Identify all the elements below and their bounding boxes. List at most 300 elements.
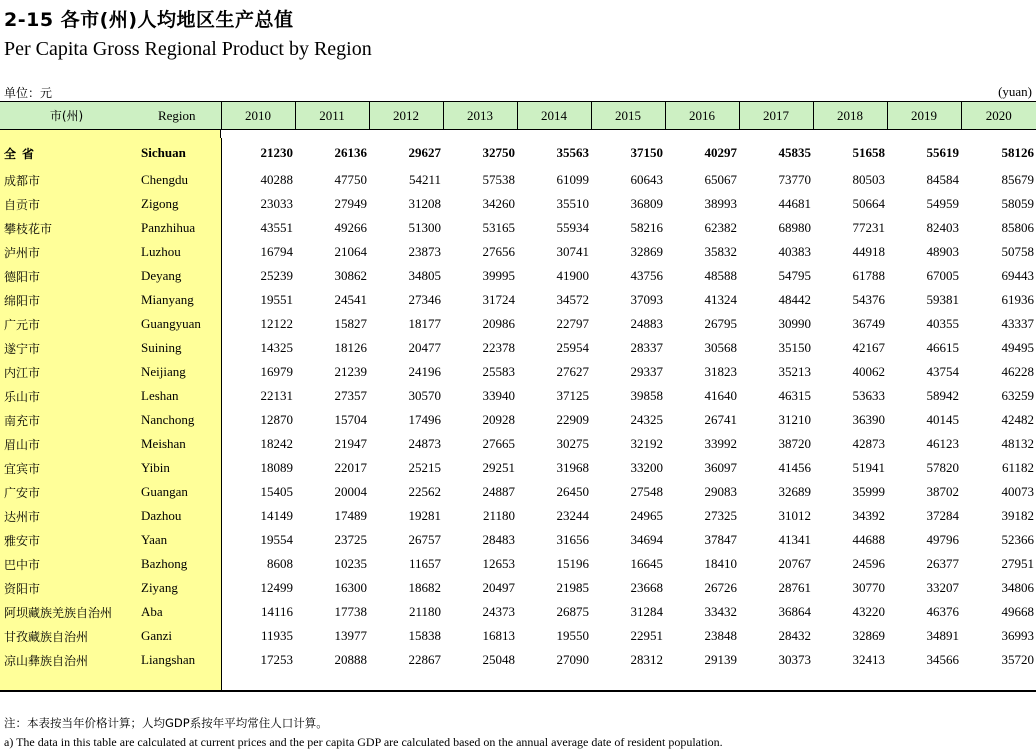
value-cell: 37847	[704, 532, 737, 547]
value-cell: 15196	[556, 556, 589, 571]
region-name-en: Ziyang	[133, 576, 221, 600]
value-cell: 21947	[334, 436, 367, 451]
value-cell: 48132	[1001, 436, 1034, 451]
value-cell: 35510	[556, 196, 589, 211]
value-cell: 24196	[408, 364, 441, 379]
value-cell: 26136	[334, 145, 367, 160]
city-name-cn: 广元市	[0, 312, 133, 336]
city-name-cn: 攀枝花市	[0, 216, 133, 240]
table-row	[0, 432, 1036, 456]
value-cell: 58216	[630, 220, 663, 235]
table-title-cn: 2-15 各市(州)人均地区生产总值	[4, 9, 294, 31]
region-name-en: Aba	[133, 600, 221, 624]
table-row	[0, 264, 1036, 288]
value-cell: 13977	[334, 628, 367, 643]
value-cell: 15827	[334, 316, 367, 331]
table-row	[0, 336, 1036, 360]
table-title-en: Per Capita Gross Regional Product by Region	[4, 38, 372, 60]
value-cell: 50758	[1001, 244, 1034, 259]
value-cell: 31210	[778, 412, 811, 427]
value-cell: 28761	[778, 580, 811, 595]
value-cell: 26757	[408, 532, 441, 547]
value-cell: 35150	[778, 340, 811, 355]
city-name-cn: 全省	[0, 138, 133, 168]
empty-cell	[591, 672, 665, 691]
value-cell: 28483	[482, 532, 515, 547]
table-row	[0, 504, 1036, 528]
value-cell: 61936	[1001, 292, 1034, 307]
region-name-en: Yaan	[133, 528, 221, 552]
table-row	[0, 240, 1036, 264]
value-cell: 26795	[704, 316, 737, 331]
value-cell: 14116	[260, 604, 293, 619]
value-cell: 39858	[630, 388, 663, 403]
value-cell: 43220	[852, 604, 885, 619]
value-cell: 17489	[334, 508, 367, 523]
value-cell: 39182	[1001, 508, 1034, 523]
total-row	[0, 138, 1036, 168]
value-cell: 41341	[778, 532, 811, 547]
region-name-en: Zigong	[133, 192, 221, 216]
region-name-en: Luzhou	[133, 240, 221, 264]
value-cell: 19554	[260, 532, 293, 547]
table-row	[0, 168, 1036, 192]
value-cell: 60643	[630, 172, 663, 187]
value-cell: 29251	[482, 460, 515, 475]
value-cell: 24325	[630, 412, 663, 427]
footnote-en: a) The data in this table are calculated at current prices and the per capita GDP are calculated based on the annual average date of resident population.	[4, 735, 723, 749]
value-cell: 12870	[260, 412, 293, 427]
value-cell: 22562	[408, 484, 441, 499]
value-cell: 26726	[704, 580, 737, 595]
value-cell: 49266	[334, 220, 367, 235]
value-cell: 33200	[630, 460, 663, 475]
value-cell: 32689	[778, 484, 811, 499]
empty-cell	[133, 672, 221, 691]
value-cell: 18126	[334, 340, 367, 355]
city-name-cn: 阿坝藏族羌族自治州	[0, 600, 133, 624]
value-cell: 21230	[260, 145, 293, 160]
value-cell: 40355	[926, 316, 959, 331]
value-cell: 46123	[926, 436, 959, 451]
value-cell: 26450	[556, 484, 589, 499]
empty-cell	[887, 672, 961, 691]
value-cell: 10235	[334, 556, 367, 571]
value-cell: 43756	[630, 268, 663, 283]
city-name-cn: 南充市	[0, 408, 133, 432]
region-name-en: Liangshan	[133, 648, 221, 672]
region-name-en: Suining	[133, 336, 221, 360]
city-name-cn: 眉山市	[0, 432, 133, 456]
table-row	[0, 360, 1036, 384]
value-cell: 18410	[704, 556, 737, 571]
value-cell: 48442	[778, 292, 811, 307]
value-cell: 24873	[408, 436, 441, 451]
spacer-row	[0, 130, 1036, 139]
region-name-en: Deyang	[133, 264, 221, 288]
empty-cell	[961, 672, 1036, 691]
value-cell: 34805	[408, 268, 441, 283]
value-cell: 67005	[926, 268, 959, 283]
empty-cell	[0, 672, 133, 691]
value-cell: 27951	[1001, 556, 1034, 571]
value-cell: 24887	[482, 484, 515, 499]
value-cell: 32869	[852, 628, 885, 643]
value-cell: 31968	[556, 460, 589, 475]
value-cell: 16300	[334, 580, 367, 595]
value-cell: 40073	[1001, 484, 1034, 499]
header-year: 2013	[443, 102, 517, 130]
value-cell: 8608	[267, 556, 293, 571]
value-cell: 31208	[408, 196, 441, 211]
value-cell: 57538	[482, 172, 515, 187]
value-cell: 48903	[926, 244, 959, 259]
table-row	[0, 408, 1036, 432]
region-name-en: Panzhihua	[133, 216, 221, 240]
value-cell: 84584	[926, 172, 959, 187]
value-cell: 30570	[408, 388, 441, 403]
value-cell: 11935	[260, 628, 293, 643]
value-cell: 24541	[334, 292, 367, 307]
table-row	[0, 528, 1036, 552]
header-year: 2014	[517, 102, 591, 130]
value-cell: 68980	[778, 220, 811, 235]
value-cell: 16979	[260, 364, 293, 379]
value-cell: 22017	[334, 460, 367, 475]
city-name-cn: 内江市	[0, 360, 133, 384]
value-cell: 27090	[556, 652, 589, 667]
value-cell: 34694	[630, 532, 663, 547]
value-cell: 82403	[926, 220, 959, 235]
value-cell: 29627	[408, 145, 441, 160]
value-cell: 42482	[1001, 412, 1034, 427]
value-cell: 35832	[704, 244, 737, 259]
region-name-en: Neijiang	[133, 360, 221, 384]
value-cell: 51941	[852, 460, 885, 475]
value-cell: 24965	[630, 508, 663, 523]
value-cell: 30862	[334, 268, 367, 283]
value-cell: 37150	[630, 145, 663, 160]
region-name-en: Chengdu	[133, 168, 221, 192]
value-cell: 30990	[778, 316, 811, 331]
value-cell: 33207	[926, 580, 959, 595]
value-cell: 48588	[704, 268, 737, 283]
value-cell: 85806	[1001, 220, 1034, 235]
value-cell: 20888	[334, 652, 367, 667]
value-cell: 54795	[778, 268, 811, 283]
value-cell: 22909	[556, 412, 589, 427]
value-cell: 41456	[778, 460, 811, 475]
value-cell: 35213	[778, 364, 811, 379]
region-name-en: Guangyuan	[133, 312, 221, 336]
value-cell: 36864	[778, 604, 811, 619]
value-cell: 23848	[704, 628, 737, 643]
value-cell: 35563	[556, 145, 589, 160]
city-name-cn: 绵阳市	[0, 288, 133, 312]
value-cell: 51300	[408, 220, 441, 235]
empty-cell	[517, 672, 591, 691]
value-cell: 33992	[704, 436, 737, 451]
value-cell: 30741	[556, 244, 589, 259]
value-cell: 28432	[778, 628, 811, 643]
value-cell: 19281	[408, 508, 441, 523]
value-cell: 44688	[852, 532, 885, 547]
value-cell: 30568	[704, 340, 737, 355]
table-row	[0, 624, 1036, 648]
city-name-cn: 雅安市	[0, 528, 133, 552]
city-name-cn: 达州市	[0, 504, 133, 528]
region-name-en: Nanchong	[133, 408, 221, 432]
value-cell: 11657	[408, 556, 441, 571]
value-cell: 30275	[556, 436, 589, 451]
value-cell: 31012	[778, 508, 811, 523]
value-cell: 46615	[926, 340, 959, 355]
value-cell: 18682	[408, 580, 441, 595]
header-year: 2017	[739, 102, 813, 130]
value-cell: 20928	[482, 412, 515, 427]
value-cell: 54376	[852, 292, 885, 307]
value-cell: 36749	[852, 316, 885, 331]
value-cell: 39995	[482, 268, 515, 283]
table-row	[0, 288, 1036, 312]
value-cell: 37093	[630, 292, 663, 307]
header-year: 2020	[961, 102, 1036, 130]
table-row	[0, 312, 1036, 336]
city-name-cn: 德阳市	[0, 264, 133, 288]
value-cell: 32192	[630, 436, 663, 451]
table-row	[0, 480, 1036, 504]
gdp-table	[0, 101, 1036, 692]
header-year: 2019	[887, 102, 961, 130]
footnote-cn: 注：本表按当年价格计算；人均GDP系按年平均常住人口计算。	[4, 716, 328, 730]
city-name-cn: 成都市	[0, 168, 133, 192]
value-cell: 29139	[704, 652, 737, 667]
value-cell: 40062	[852, 364, 885, 379]
value-cell: 27656	[482, 244, 515, 259]
table-row	[0, 192, 1036, 216]
header-year: 2010	[221, 102, 295, 130]
value-cell: 41900	[556, 268, 589, 283]
value-cell: 33940	[482, 388, 515, 403]
value-cell: 55619	[926, 145, 959, 160]
value-cell: 80503	[852, 172, 885, 187]
table-row	[0, 648, 1036, 672]
value-cell: 27325	[704, 508, 737, 523]
value-cell: 34806	[1001, 580, 1034, 595]
value-cell: 27665	[482, 436, 515, 451]
value-cell: 34260	[482, 196, 515, 211]
value-cell: 35720	[1001, 652, 1034, 667]
value-cell: 22867	[408, 652, 441, 667]
value-cell: 38720	[778, 436, 811, 451]
value-cell: 47750	[334, 172, 367, 187]
value-cell: 31724	[482, 292, 515, 307]
value-cell: 42167	[852, 340, 885, 355]
value-cell: 23873	[408, 244, 441, 259]
value-cell: 17496	[408, 412, 441, 427]
value-cell: 25215	[408, 460, 441, 475]
value-cell: 44918	[852, 244, 885, 259]
value-cell: 69443	[1001, 268, 1034, 283]
value-cell: 38702	[926, 484, 959, 499]
value-cell: 31284	[630, 604, 663, 619]
value-cell: 15704	[334, 412, 367, 427]
value-cell: 36097	[704, 460, 737, 475]
unit-label-cn: 单位：元	[4, 86, 53, 100]
value-cell: 43754	[926, 364, 959, 379]
value-cell: 27357	[334, 388, 367, 403]
value-cell: 24596	[852, 556, 885, 571]
value-cell: 43337	[1001, 316, 1034, 331]
value-cell: 27346	[408, 292, 441, 307]
city-name-cn: 资阳市	[0, 576, 133, 600]
value-cell: 45835	[778, 145, 811, 160]
city-name-cn: 自贡市	[0, 192, 133, 216]
value-cell: 37125	[556, 388, 589, 403]
header-year: 2018	[813, 102, 887, 130]
value-cell: 27548	[630, 484, 663, 499]
value-cell: 25048	[482, 652, 515, 667]
value-cell: 23244	[556, 508, 589, 523]
unit-label-en: (yuan)	[998, 84, 1032, 99]
value-cell: 22797	[556, 316, 589, 331]
city-name-cn: 泸州市	[0, 240, 133, 264]
city-name-cn: 甘孜藏族自治州	[0, 624, 133, 648]
value-cell: 35999	[852, 484, 885, 499]
value-cell: 61099	[556, 172, 589, 187]
region-name-en: Bazhong	[133, 552, 221, 576]
table-body	[0, 130, 1036, 692]
value-cell: 27949	[334, 196, 367, 211]
header-year: 2012	[369, 102, 443, 130]
value-cell: 14325	[260, 340, 293, 355]
value-cell: 34891	[926, 628, 959, 643]
value-cell: 40288	[260, 172, 293, 187]
value-cell: 55934	[556, 220, 589, 235]
value-cell: 21180	[482, 508, 515, 523]
table-end-row	[0, 672, 1036, 691]
header-city: 市(州)	[0, 102, 133, 130]
value-cell: 29083	[704, 484, 737, 499]
value-cell: 37284	[926, 508, 959, 523]
value-cell: 31823	[704, 364, 737, 379]
value-cell: 62382	[704, 220, 737, 235]
table-row	[0, 216, 1036, 240]
value-cell: 73770	[778, 172, 811, 187]
value-cell: 12122	[260, 316, 293, 331]
value-cell: 23725	[334, 532, 367, 547]
value-cell: 49796	[926, 532, 959, 547]
value-cell: 33432	[704, 604, 737, 619]
value-cell: 32413	[852, 652, 885, 667]
value-cell: 65067	[704, 172, 737, 187]
region-name-en: Yibin	[133, 456, 221, 480]
value-cell: 29337	[630, 364, 663, 379]
value-cell: 26377	[926, 556, 959, 571]
table-row	[0, 600, 1036, 624]
value-cell: 58126	[1001, 145, 1034, 160]
empty-cell	[739, 672, 813, 691]
value-cell: 32750	[482, 145, 515, 160]
city-name-cn: 乐山市	[0, 384, 133, 408]
value-cell: 28312	[630, 652, 663, 667]
value-cell: 77231	[852, 220, 885, 235]
value-cell: 27627	[556, 364, 589, 379]
value-cell: 41324	[704, 292, 737, 307]
empty-cell	[295, 672, 369, 691]
value-cell: 16813	[482, 628, 515, 643]
value-cell: 61182	[1001, 460, 1034, 475]
value-cell: 22951	[630, 628, 663, 643]
value-cell: 32869	[630, 244, 663, 259]
value-cell: 25954	[556, 340, 589, 355]
value-cell: 20004	[334, 484, 367, 499]
value-cell: 12653	[482, 556, 515, 571]
city-name-cn: 广安市	[0, 480, 133, 504]
value-cell: 15405	[260, 484, 293, 499]
value-cell: 53633	[852, 388, 885, 403]
value-cell: 20767	[778, 556, 811, 571]
region-name-en: Guangan	[133, 480, 221, 504]
value-cell: 24883	[630, 316, 663, 331]
value-cell: 49668	[1001, 604, 1034, 619]
empty-cell	[221, 672, 295, 691]
empty-cell	[443, 672, 517, 691]
value-cell: 61788	[852, 268, 885, 283]
city-name-cn: 遂宁市	[0, 336, 133, 360]
value-cell: 54959	[926, 196, 959, 211]
value-cell: 23668	[630, 580, 663, 595]
city-name-cn: 宜宾市	[0, 456, 133, 480]
value-cell: 30770	[852, 580, 885, 595]
value-cell: 17253	[260, 652, 293, 667]
value-cell: 16794	[260, 244, 293, 259]
region-name-en: Leshan	[133, 384, 221, 408]
value-cell: 19550	[556, 628, 589, 643]
value-cell: 40383	[778, 244, 811, 259]
value-cell: 43551	[260, 220, 293, 235]
value-cell: 46376	[926, 604, 959, 619]
region-name-en: Dazhou	[133, 504, 221, 528]
value-cell: 36993	[1001, 628, 1034, 643]
value-cell: 12499	[260, 580, 293, 595]
value-cell: 36390	[852, 412, 885, 427]
region-name-en: Meishan	[133, 432, 221, 456]
value-cell: 18177	[408, 316, 441, 331]
value-cell: 20986	[482, 316, 515, 331]
header-year: 2011	[295, 102, 369, 130]
value-cell: 57820	[926, 460, 959, 475]
value-cell: 34572	[556, 292, 589, 307]
value-cell: 42873	[852, 436, 885, 451]
header-row	[0, 102, 1036, 130]
value-cell: 21239	[334, 364, 367, 379]
header-year: 2016	[665, 102, 739, 130]
header-region: Region	[133, 102, 221, 130]
region-name-en: Mianyang	[133, 288, 221, 312]
value-cell: 23033	[260, 196, 293, 211]
region-name-en: Sichuan	[133, 138, 221, 168]
value-cell: 25583	[482, 364, 515, 379]
value-cell: 28337	[630, 340, 663, 355]
value-cell: 16645	[630, 556, 663, 571]
city-name-cn: 巴中市	[0, 552, 133, 576]
value-cell: 34392	[852, 508, 885, 523]
value-cell: 50664	[852, 196, 885, 211]
value-cell: 58942	[926, 388, 959, 403]
value-cell: 41640	[704, 388, 737, 403]
value-cell: 40297	[704, 145, 737, 160]
